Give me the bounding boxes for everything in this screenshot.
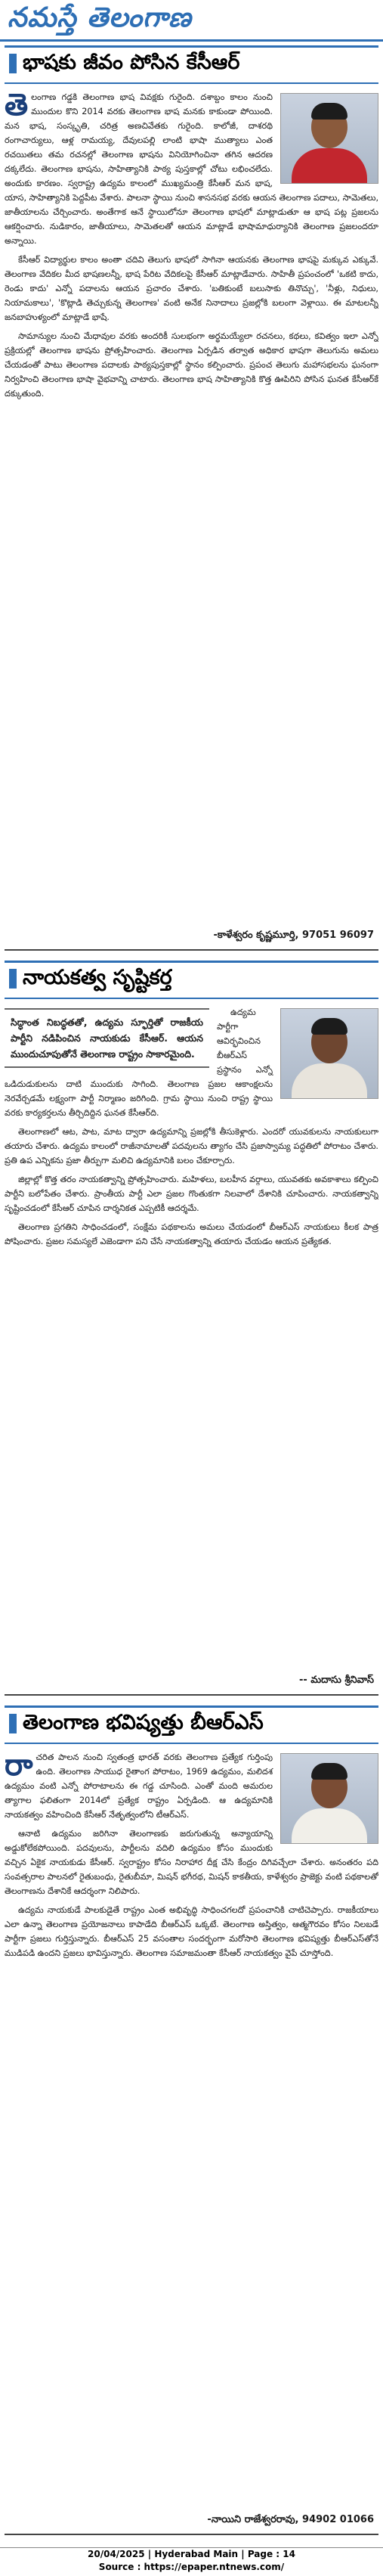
- author-photo: [280, 1008, 378, 1099]
- footer-edition-info: 20/04/2025 | Hyderabad Main | Page : 14: [88, 2549, 295, 2559]
- article-body: రాచరిత పాలన నుంచి స్వతంత్ర భారత్ వరకు తెలంగాణ ప్రత్యేక గుర్తింపు ఉంది. తెలంగాణ సాయుధ రైతాంగ పోరాటం, 1969 ఉద్యమం, మలిదశ ఉద్యమం వంటి ఎన్నో పోరాటాలను ఈ గడ్డ చూసింది. ఎంతో మంది అమరుల త్యాగాల ఫలితంగా 2014లో ప్రత్యేక రాష్ట్రం ఏర్పడింది. ఆ ఉద్యమానికి నాయకత్వం వహించింది కేసీఆర్ నేతృత్వంలోని టీఆర్ఎస్. ఆనాటి ఉద్యమం జరిగినా తెలంగాణకు జరుగుతున్న అన్యాయాన్ని అడ్డుకోలేకపోయింది. పదవులను, పార్టీలను వదిలి ఉద్యమం కోసం ముందుకు వచ్చిన ఏకైక నాయకుడు కేసీఆర్. స్వరాష్ట్రం కోసం నిరాహార దీక్ష చేసి కేంద్రం దిగివచ్చేలా చేశారు. అనంతరం పది సంవత్సరాల పాలనలో రైతుబంధు, రైతుబీమా, మిషన్ భగీరథ, మిషన్ కాకతీయ, కాళేశ్వరం ప్రాజెక్టు వంటి పథకాలతో తెలంగాణను దేశానికే ఆదర్శంగా నిలిపారు. ఉద్యమ నాయకుడే పాలకుడైతే రాష్ట్రం ఎంత అభివృద్ధి సాధించగలదో ప్రపంచానికి చాటిచెప్పారు. రాజకీయాలు ఎలా ఉన్నా తెలంగాణ ప్రయోజనాలు కాపాడేది బీఆర్ఎస్ ఒక్కటే. తెలంగాణ అస్తిత్వం, ఆత్మగౌరవం కోసం నిలబడే పార్టీగా ప్రజలు గుర్తిస్తున్నారు. బీఆర్ఎస్ 25 వసంతాల సందర్భంగా మరోసారి తెలంగాణ భవిష్యత్తు బీఆర్ఎస్‌తోనే ముడిపడి ఉందని ప్రజలు భావిస్తున్నారు. తెలంగాణ సమాజమంతా కేసీఆర్ నాయకత్వం వైపే చూస్తోంది.: [5, 1744, 378, 1960]
- paragraph: కేసీఆర్ విద్యార్థుల కాలం అంతా చదివి తెలుగు భాషలో సాగినా ఆయనకు తెలంగాణ భాషపై మక్కువ ఎక్కువే. తెలంగాణ వేదికల మీద భాషణలన్నీ, భాష పేరిట వేదికలపై కేసీఆర్ మాట్లాడేవారు. సాహితీ ప్రపంచంలో 'ఒకటి కాదు, రెండు కాదు' ఎన్నో పదాలను ఆయన ప్రచారం చేశారు. 'బతికుంటే బలుసాకు తినొచ్చు', 'నీళ్లు, నిధులు, నియామకాలు', 'కొట్లాడి తెచ్చుకున్న తెలంగాణ' వంటి అనేక నినాదాలు ప్రజల్లోకి బలంగా వెళ్లాయి. ఈ మాటలన్నీ జనబాహుళ్యంలో మాట్లాడే భాషే.: [5, 255, 378, 322]
- article-bhavishyattu: [5, 1705, 378, 2511]
- headline-marker: [9, 54, 17, 73]
- byline: -కాళేశ్వరం కృష్ణమూర్తి, 97051 96097: [5, 926, 378, 951]
- author-photo: [280, 93, 378, 184]
- headline-marker: [9, 1714, 17, 1733]
- page-footer: [0, 2547, 383, 2576]
- paragraph: ఉద్యమ పార్టీగా ఆవిర్భవించిన బీఆర్ఎస్ ప్రస్థానం ఎన్నో ఒడిదుడుకులను దాటి ముందుకు సాగింది. తెలంగాణ ప్రజల ఆకాంక్షలను నెరవేర్చడమే లక్ష్యంగా పార్టీ నిర్మాణం జరిగింది. గ్రామ స్థాయి నుంచి రాష్ట్ర స్థాయి వరకు కార్యకర్తలను తీర్చిదిద్దిన ఘనత కేసీఆర్‌ది.: [5, 1007, 273, 1118]
- masthead: [0, 0, 383, 42]
- article-headline: తెలంగాణ భవిష్యత్తు బీఆర్ఎస్: [5, 1705, 378, 1744]
- footer-source-link[interactable]: Source : https://epaper.ntnews.com/: [98, 2562, 285, 2572]
- paragraph: తెలంగాణ ప్రగతిని సాధించడంలో, సంక్షేమ పథకాలను అమలు చేయడంలో బీఆర్ఎస్ నాయకులు కీలక పాత్ర పోషించారు. ప్రజల సమస్యలే ఎజెండాగా పని చేసే నాయకత్వాన్ని తయారు చేయడం ఆయన ప్రత్యేకత.: [5, 1222, 378, 1246]
- paragraph: సామాన్యుల నుంచి మేధావుల వరకు అందరికీ సులభంగా అర్థమయ్యేలా రచనలు, కథలు, కవిత్వం ఇలా ఎన్నో ప్రక్రియల్లో తెలంగాణ భాషను ప్రోత్సహించారు. తెలంగాణ ఏర్పడిన తర్వాత అధికార భాషగా తెలుగును అమలు చేయడంతో పాటు తెలంగాణ పదాలకు పాఠ్యపుస్తకాల్లో స్థానం కల్పించారు. ప్రపంచ తెలుగు మహాసభలను ఘనంగా నిర్వహించి తెలంగాణ భాషా వైభవాన్ని చాటారు. తెలంగాణ భాష సాహిత్యానికి కొత్త ఊపిరిని పోసిన ఘనత కేసీఆర్‌కే దక్కుతుంది.: [5, 331, 378, 399]
- dropcap: తె: [5, 87, 29, 123]
- paragraph: జిల్లాల్లో కొత్త తరం నాయకత్వాన్ని ప్రోత్సహించారు. మహిళలు, బలహీన వర్గాలు, యువతకు అవకాశాలు కల్పించి పార్టీని బలోపేతం చేశారు. ప్రాంతీయ పార్టీ ఎలా ప్రజల గొంతుకగా నిలవాలో దేశానికి చూపించారు. నాయకత్వాన్ని సృష్టించడంలో కేసీఆర్ చూపిన దార్శనికత ఎప్పటికీ ఆదర్శమే.: [5, 1175, 378, 1213]
- dropcap: రా: [5, 1747, 33, 1783]
- headline-marker: [9, 969, 17, 989]
- masthead-title: నమస్తే తెలంగాణ: [8, 2, 192, 33]
- article-nayakatva-byline-wrap: [5, 1671, 378, 1696]
- article-headline: నాయకత్వ సృష్టికర్త: [5, 961, 378, 999]
- pull-quote: సిద్ధాంత నిబద్ధతతో, ఉద్యమ స్ఫూర్తితో రాజకీయ పార్టీని నడిపించిన నాయకుడు కేసీఆర్. ఆయన ముందుచూపుతోనే తెలంగాణ రాష్ట్రం సాకారమైంది.: [5, 1008, 209, 1068]
- paragraph: తెలంగాణలో ఆట, పాట, మాట ద్వారా ఉద్యమాన్ని ప్రజల్లోకి తీసుకెళ్లారు. ఎందరో యువకులను నాయకులుగా తయారు చేశారు. ఉద్యమ కాలంలో రాజీనామాలతో పదవులను త్యాగం చేసి ప్రజాస్వామ్య పద్ధతిలో పోరాటం చేశారు. ప్రతి ఉప ఎన్నికను ప్రజా తీర్పుగా మలిచి ఉద్యమానికి బలం చేకూర్చారు.: [5, 1127, 378, 1165]
- paragraph: ఉద్యమ నాయకుడే పాలకుడైతే రాష్ట్రం ఎంత అభివృద్ధి సాధించగలదో ప్రపంచానికి చాటిచెప్పారు. రాజకీయాలు ఎలా ఉన్నా తెలంగాణ ప్రయోజనాలు కాపాడేది బీఆర్ఎస్ ఒక్కటే. తెలంగాణ అస్తిత్వం, ఆత్మగౌరవం కోసం నిలబడే పార్టీగా ప్రజలు గుర్తిస్తున్నారు. బీఆర్ఎస్ 25 వసంతాల సందర్భంగా మరోసారి తెలంగాణ భవిష్యత్తు బీఆర్ఎస్‌తోనే ముడిపడి ఉందని ప్రజలు భావిస్తున్నారు. తెలంగాణ సమాజమంతా కేసీఆర్ నాయకత్వం వైపే చూస్తోంది.: [5, 1905, 378, 1958]
- article-headline: భాషకు జీవం పోసిన కేసీఆర్: [5, 45, 378, 84]
- author-photo: [280, 1753, 378, 1844]
- article-body: [5, 999, 378, 1249]
- article-nayakatva: [5, 961, 378, 1679]
- article-body: తెలంగాణ గడ్డకి తెలంగాణ భాష వివక్షకు గురైంది. దశాబ్దం కాలం నుంచి ముందుల కొని 2014 వరకు తెలంగాణ భాష మనకు కాకుండా పోయింది. మన భాష, సంస్కృతి, చరిత్ర అణచివేతకు గురైంది. కాలోజీ, దాశరథి రంగాచార్యులు, ఆళ్ల రామయ్య, దేవులపల్లి లాంటి భాషా ముత్యాలు ఎంత రచయితలు తమ రచనల్లో తెలంగాణ భాషను వినియోగించినా తగిన ఆదరణ దక్కలేదు. తెలంగాణ భాషను, సాహిత్యానికి పాఠ్య పుస్తకాల్లో చోటు లభించలేదు. అందుకు కారణం. స్వరాష్ట్ర ఉద్యమ కాలంలో ముఖ్యమంత్రి కేసీఆర్ మన భాష, యాస, సాహిత్యానికి పెద్దపీట వేశారు. పాలనా స్థాయి నుంచి శాసనసభ వరకు ఆయన తెలంగాణ పదాలు, సామెతలు, జాతీయాలను చేర్చించారు. అంతేగాక ఆనే స్థాయిలోనూ తెలంగాణ భాషలో మాట్లాడుతూ ఆ భాష పట్ల ప్రజలను ఆకర్షించారు. నుడికారం, జాతీయాలు, సామెతలతో ఆయన మాట్లాడే భాషామాధుర్యానికి తెలంగాణ ప్రజలందరూ అన్నాయి. కేసీఆర్ విద్యార్థుల కాలం అంతా చదివి తెలుగు భాషలో సాగినా ఆయనకు తెలంగాణ భాషపై మక్కువ ఎక్కువే. తెలంగాణ వేదికల మీద భాషణలన్నీ, భాష పేరిట వేదికలపై కేసీఆర్ మాట్లాడేవారు. సాహితీ ప్రపంచంలో 'ఒకటి కాదు, రెండు కాదు' ఎన్నో పదాలను ఆయన ప్రచారం చేశారు. 'బతికుంటే బలుసాకు తినొచ్చు', 'నీళ్లు, నిధులు, నియామకాలు', 'కొట్లాడి తెచ్చుకున్న తెలంగాణ' వంటి అనేక నినాదాలు ప్రజల్లోకి బలంగా వెళ్లాయి. ఈ మాటలన్నీ జనబాహుళ్యంలో మాట్లాడే భాషే. సామాన్యుల నుంచి మేధావుల వరకు అందరికీ సులభంగా అర్థమయ్యేలా రచనలు, కథలు, కవిత్వం ఇలా ఎన్నో ప్రక్రియల్లో తెలంగాణ భాషను ప్రోత్సహించారు. తెలంగాణ ఏర్పడిన తర్వాత అధికార భాషగా తెలుగును అమలు చేయడంతో పాటు తెలంగాణ పదాలకు పాఠ్యపుస్తకాల్లో స్థానం కల్పించారు. ప్రపంచ తెలుగు మహాసభలను ఘనంగా నిర్వహించి తెలంగాణ భాషా వైభవాన్ని చాటారు. తెలంగాణ భాష సాహిత్యానికి కొత్త ఊపిరిని పోసిన ఘనత కేసీఆర్‌కే దక్కుతుంది.: [5, 84, 378, 401]
- byline: -నాయిని రాజేశ్వరరావు, 94902 01066: [5, 2511, 378, 2535]
- byline: -- మదాసు శ్రీనివాస్: [5, 1671, 378, 1696]
- paragraph: ఆనాటి ఉద్యమం జరిగినా తెలంగాణకు జరుగుతున్న అన్యాయాన్ని అడ్డుకోలేకపోయింది. పదవులను, పార్టీలను వదిలి ఉద్యమం కోసం ముందుకు వచ్చిన ఏకైక నాయకుడు కేసీఆర్. స్వరాష్ట్రం కోసం నిరాహార దీక్ష చేసి కేంద్రం దిగివచ్చేలా చేశారు. అనంతరం పది సంవత్సరాల పాలనలో రైతుబంధు, రైతుబీమా, మిషన్ భగీరథ, మిషన్ కాకతీయ, కాళేశ్వరం ప్రాజెక్టు వంటి పథకాలతో తెలంగాణను దేశానికే ఆదర్శంగా నిలిపారు.: [5, 1829, 378, 1896]
- article-bhasha: [5, 45, 378, 949]
- article-bhasha-byline-wrap: [5, 926, 378, 951]
- article-bhavishyattu-byline-wrap: [5, 2511, 378, 2535]
